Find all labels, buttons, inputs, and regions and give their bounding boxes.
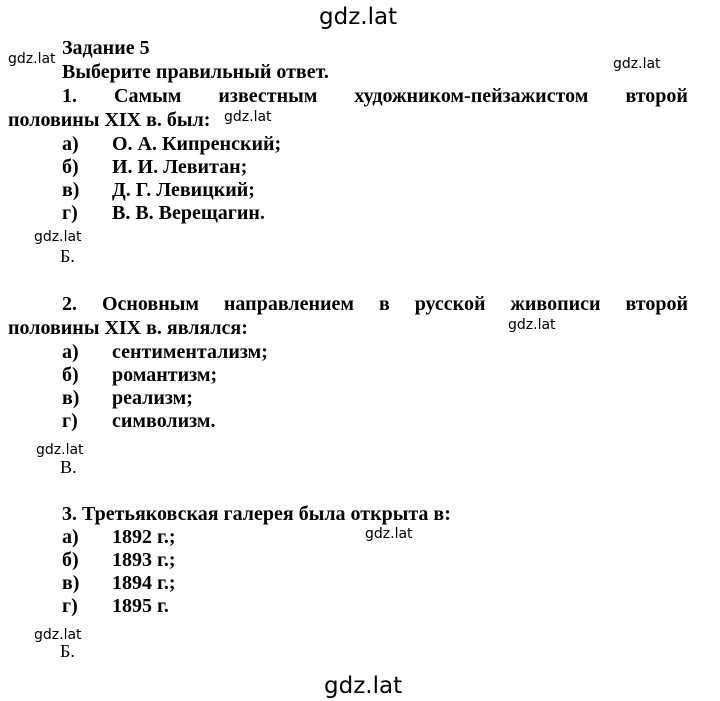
question-1-word: второй <box>625 85 688 107</box>
question-1-word: известным <box>218 85 318 107</box>
question-2-first-line <box>62 294 688 314</box>
watermark-bottom: gdz.lat <box>324 673 403 699</box>
question-2-word: русской <box>414 293 486 315</box>
option-letter: г) <box>62 595 78 617</box>
question-2-word: живописи <box>510 293 601 315</box>
question-3-answer: Б. <box>60 641 75 661</box>
question-2-word: направлением <box>223 293 354 315</box>
option-letter: г) <box>62 202 78 224</box>
option-text: 1894 г.; <box>112 572 176 594</box>
option-letter: б) <box>62 364 79 386</box>
option-letter: а) <box>62 526 79 548</box>
option-text: Д. Г. Левицкий; <box>112 179 255 201</box>
option-text: символизм. <box>112 410 216 432</box>
option-letter: г) <box>62 410 78 432</box>
question-3-title: 3. Третьяковская галерея была открыта в: <box>62 503 451 525</box>
question-1-answer: Б. <box>60 246 75 266</box>
task-instruction: Выберите правильный ответ. <box>62 61 329 83</box>
question-2-answer: В. <box>60 457 77 477</box>
watermark-left-1: gdz.lat <box>8 51 56 67</box>
option-letter: а) <box>62 133 79 155</box>
watermark-left-2: gdz.lat <box>34 229 82 245</box>
question-1-word: 1. <box>62 85 77 107</box>
option-text: И. И. Левитан; <box>112 156 248 178</box>
watermark-inline-1: gdz.lat <box>224 109 272 125</box>
option-letter: а) <box>62 341 79 363</box>
question-2-second-line: половины XIX в. являлся: <box>8 317 248 339</box>
option-text: реализм; <box>112 387 193 409</box>
question-2-word: второй <box>625 293 688 315</box>
option-text: 1895 г. <box>112 595 169 617</box>
option-text: 1892 г.; <box>112 526 176 548</box>
question-1-first-line <box>62 86 688 106</box>
option-text: В. В. Верещагин. <box>112 202 265 224</box>
question-1-second-line: половины XIX в. был: <box>8 109 211 131</box>
option-letter: в) <box>62 572 80 594</box>
option-letter: в) <box>62 179 80 201</box>
watermark-top: gdz.lat <box>319 4 398 30</box>
option-letter: в) <box>62 387 80 409</box>
option-letter: б) <box>62 156 79 178</box>
option-text: романтизм; <box>112 364 218 386</box>
watermark-right-1: gdz.lat <box>613 56 661 72</box>
option-text: О. А. Кипренский; <box>112 133 282 155</box>
question-2-word: в <box>378 293 390 315</box>
watermark-left-4: gdz.lat <box>34 627 82 643</box>
watermark-inline-3: gdz.lat <box>365 526 413 542</box>
question-2-word: Основным <box>101 293 199 315</box>
question-1-word: Самым <box>114 85 182 107</box>
option-text: сентиментализм; <box>112 341 268 363</box>
task-title: Задание 5 <box>62 37 150 59</box>
question-1-word: художником-пейзажистом <box>354 85 589 107</box>
question-2-word: 2. <box>62 293 77 315</box>
watermark-inline-2: gdz.lat <box>508 317 556 333</box>
option-letter: б) <box>62 549 79 571</box>
watermark-left-3: gdz.lat <box>36 442 84 458</box>
option-text: 1893 г.; <box>112 549 176 571</box>
